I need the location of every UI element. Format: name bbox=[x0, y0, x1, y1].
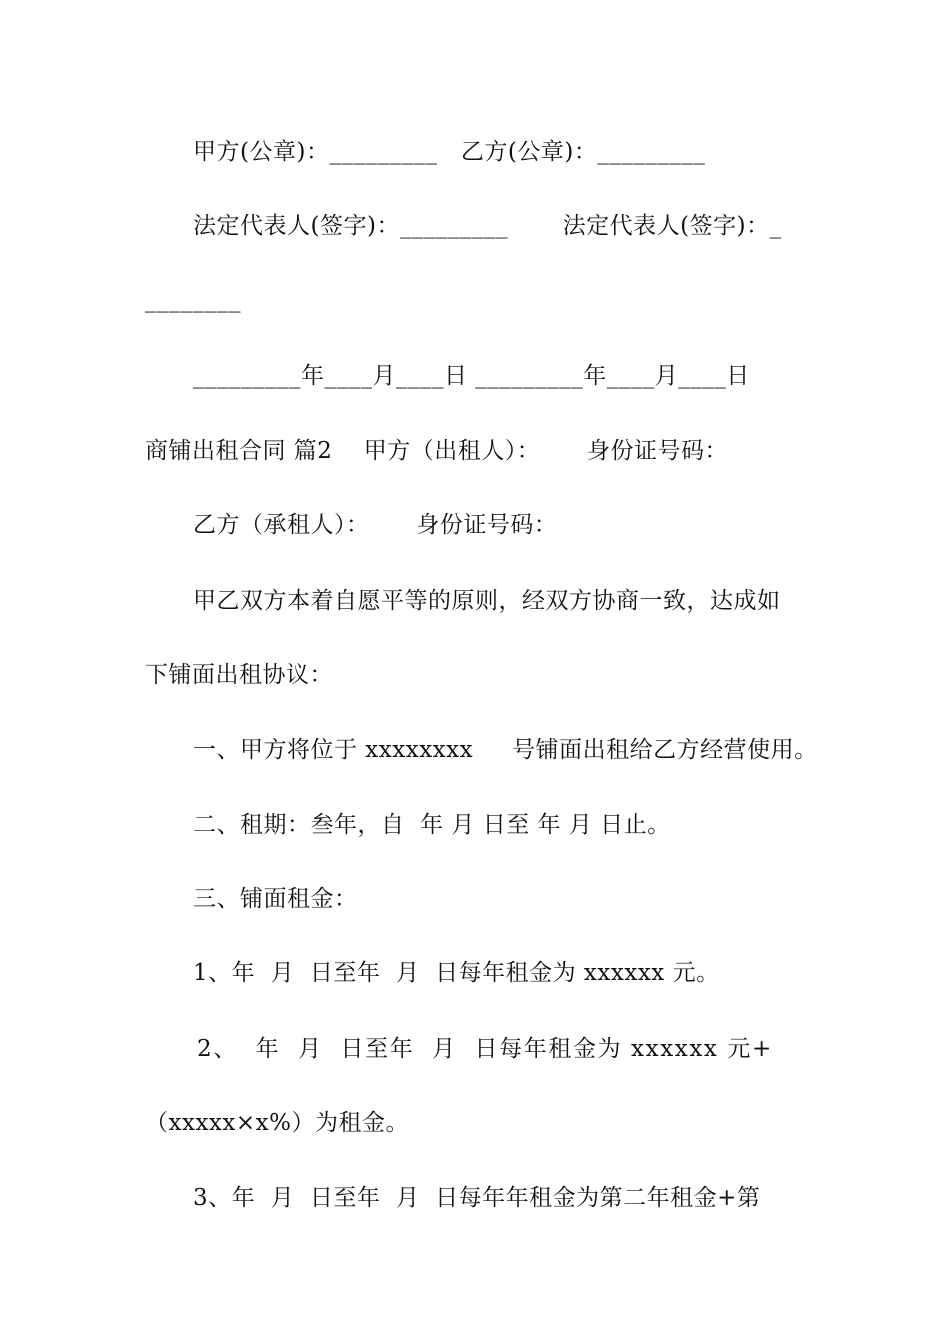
signature-line-continuation: ________ bbox=[145, 287, 241, 313]
signature-line-party-seals: 甲方(公章)：_________ 乙方(公章)：_________ bbox=[193, 139, 706, 165]
clause-3-rent-heading: 三、铺面租金： bbox=[193, 886, 358, 912]
rent-item-3: 3、年 月 日至年 月 日每年年租金为第二年租金+第 bbox=[193, 1185, 761, 1211]
rent-item-2-continuation: （xxxxx×x%）为租金。 bbox=[145, 1110, 409, 1136]
agreement-intro-line-1: 甲乙双方本着自愿平等的原则，经双方协商一致，达成如 bbox=[193, 588, 781, 614]
signature-date-line: _________年____月____日 _________年____月____日 bbox=[193, 363, 750, 389]
clause-1-location: 一、甲方将位于 xxxxxxxx 号铺面出租给乙方经营使用。 bbox=[193, 737, 818, 763]
contract-heading-party-a: 商铺出租合同 篇2 甲方（出租人）： 身份证号码： bbox=[145, 438, 729, 464]
rent-item-2: 2、 年 月 日至年 月 日每年租金为 xxxxxx 元+ bbox=[197, 1036, 773, 1062]
clause-2-term: 二、租期：叁年，自 年 月 日至 年 月 日止。 bbox=[193, 812, 671, 838]
agreement-intro-line-2: 下铺面出租协议： bbox=[145, 662, 333, 688]
rent-item-1: 1、年 月 日至年 月 日每年租金为 xxxxxx 元。 bbox=[193, 960, 720, 986]
signature-line-legal-representatives: 法定代表人(签字)：_________ 法定代表人(签字)：_ bbox=[193, 213, 782, 239]
party-b-line: 乙方（承租人）： 身份证号码： bbox=[193, 512, 558, 538]
